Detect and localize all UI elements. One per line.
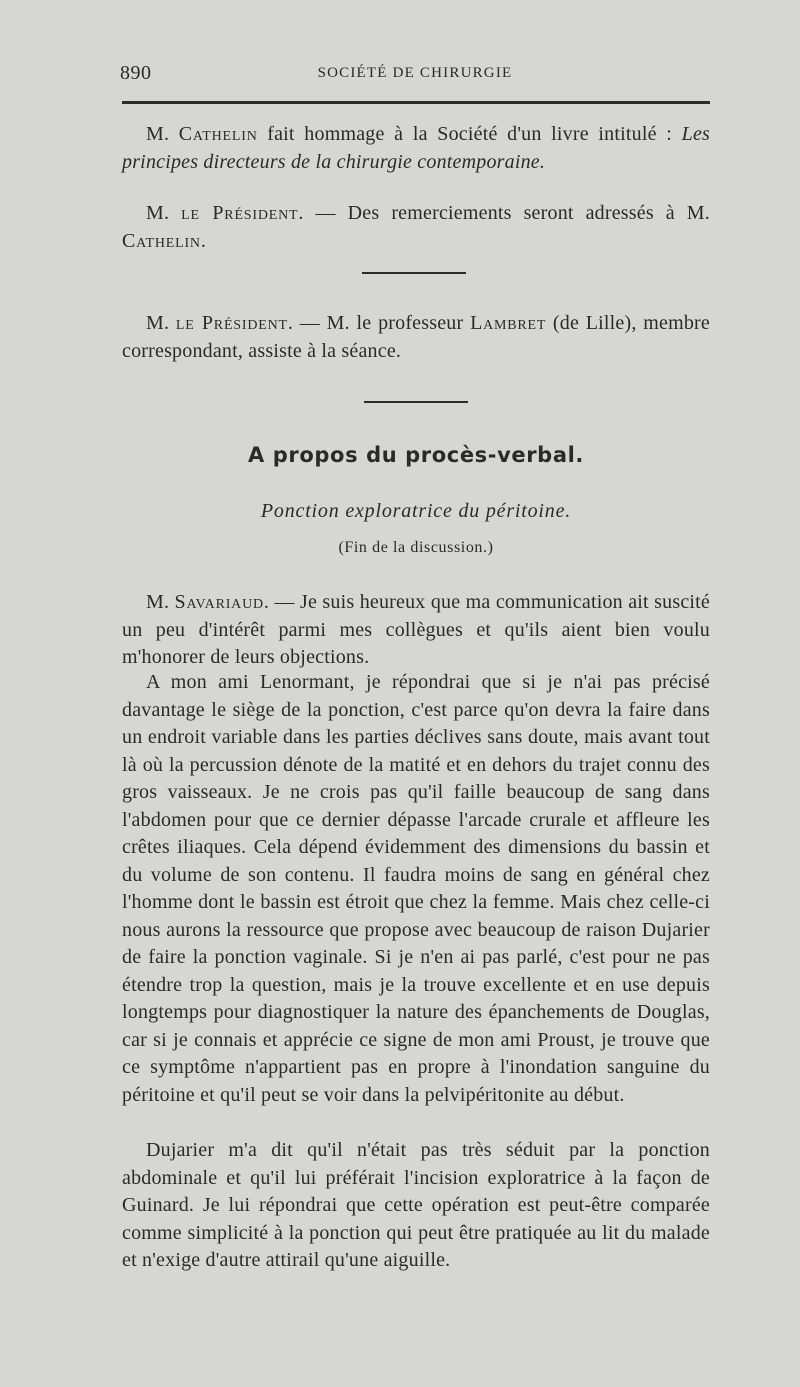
paragraph-text: . — Je suis heureux que ma communication ait suscité un peu d'intérêt parmi mes collègues et qu'ils aient bien voulu m'honorer de leurs objections. xyxy=(122,591,710,668)
person-name: Cathelin xyxy=(122,229,201,252)
paragraph-savariaud-intro: M. Savariaud. — Je suis heureux que ma communication ait suscité un peu d'intérêt parmi mes collègues et qu'ils aient bien voulu m'honorer de leurs objections. xyxy=(122,591,710,668)
speaker-name: Savariaud xyxy=(174,591,264,613)
separator-rule xyxy=(364,401,468,403)
section-title: A propos du procès-verbal. xyxy=(248,443,584,467)
page-header xyxy=(120,62,710,88)
paragraph-cathelin-homage: M. Cathelin fait hommage à la Société d'un livre intitulé : Les principes directeurs de la chirurgie contemporaine. xyxy=(122,123,711,173)
header-rule xyxy=(122,101,710,104)
speaker-name: le Président xyxy=(181,202,299,224)
section-subtitle: Ponction exploratrice du péritoine. xyxy=(260,500,572,522)
separator-rule xyxy=(362,272,466,274)
paragraph-president-thanks: M. le Président. — Des remerciements seront adressés à M. Cathelin. xyxy=(122,202,710,252)
section-note: (Fin de la discussion.) xyxy=(338,539,494,556)
speaker-name: Cathelin xyxy=(178,123,258,145)
paragraph-reply-dujarier: Dujarier m'a dit qu'il n'était pas très séduit par la ponction abdominale et qu'il lui préférait l'incision exploratrice à la façon de Guinard. Je lui répondrai que cette opération est peut-être comparée comme simplicité à la ponction qui peut être pratiquée au lit du malade et n'exige d'autre attirail qu'une aiguille. xyxy=(122,1139,710,1271)
paragraph-text: . — Des remerciements seront adressés à M. xyxy=(298,202,710,224)
paragraph-text: fait hommage à la Société d'un livre intitulé : xyxy=(257,123,682,145)
person-name: Lambret xyxy=(470,312,547,334)
paragraph-reply-lenormant: A mon ami Lenormant, je répondrai que si je n'ai pas précisé davantage le siège de la ponction, c'est parce qu'on devra la faire dans un endroit variable dans les parties déclives sans doute, mais avant tout là où la percussion dénote de la matité et en dehors du trajet connu des gros vaisseaux. Je ne crois pas qu'il faille beaucoup de sang dans l'abdomen pour que ce dernier dépasse l'arcade crurale et affleure les crêtes iliaques. Cela dépend évidemment des dimensions du bassin et du volume de son contenu. Il faudra moins de sang en général chez l'homme dont le bassin est étroit que chez la femme. Mais chez celle-ci nous aurons la ressource que propose avec beaucoup de raison Dujarier de faire la ponction vaginale. Si je n'en ai pas parlé, c'est pour ne pas étendre trop la question, mais je la trouve excellente et en use depuis longtemps pour diagnostiquer la nature des épanchements de Douglas, car si je connais et apprécie ce signe de mon ami Proust, je trouve que ce symptôme n'appartient pas en propre à l'inondation sanguine du péritoine et qu'il peut se voir dans la pelvipéritonite au début. xyxy=(122,671,710,1106)
paragraph-president-lambret: M. le Président. — M. le professeur Lambret (de Lille), membre correspondant, assiste à la séance. xyxy=(122,312,710,362)
running-head: SOCIÉTÉ DE CHIRURGIE xyxy=(317,65,513,81)
page-number: 890 xyxy=(120,62,152,84)
paragraph-text: . — M. le professeur xyxy=(287,312,471,334)
speaker-name: le Président xyxy=(175,312,288,334)
book-title: Les principes directeurs de la chirurgie contemporaine. xyxy=(122,123,711,173)
